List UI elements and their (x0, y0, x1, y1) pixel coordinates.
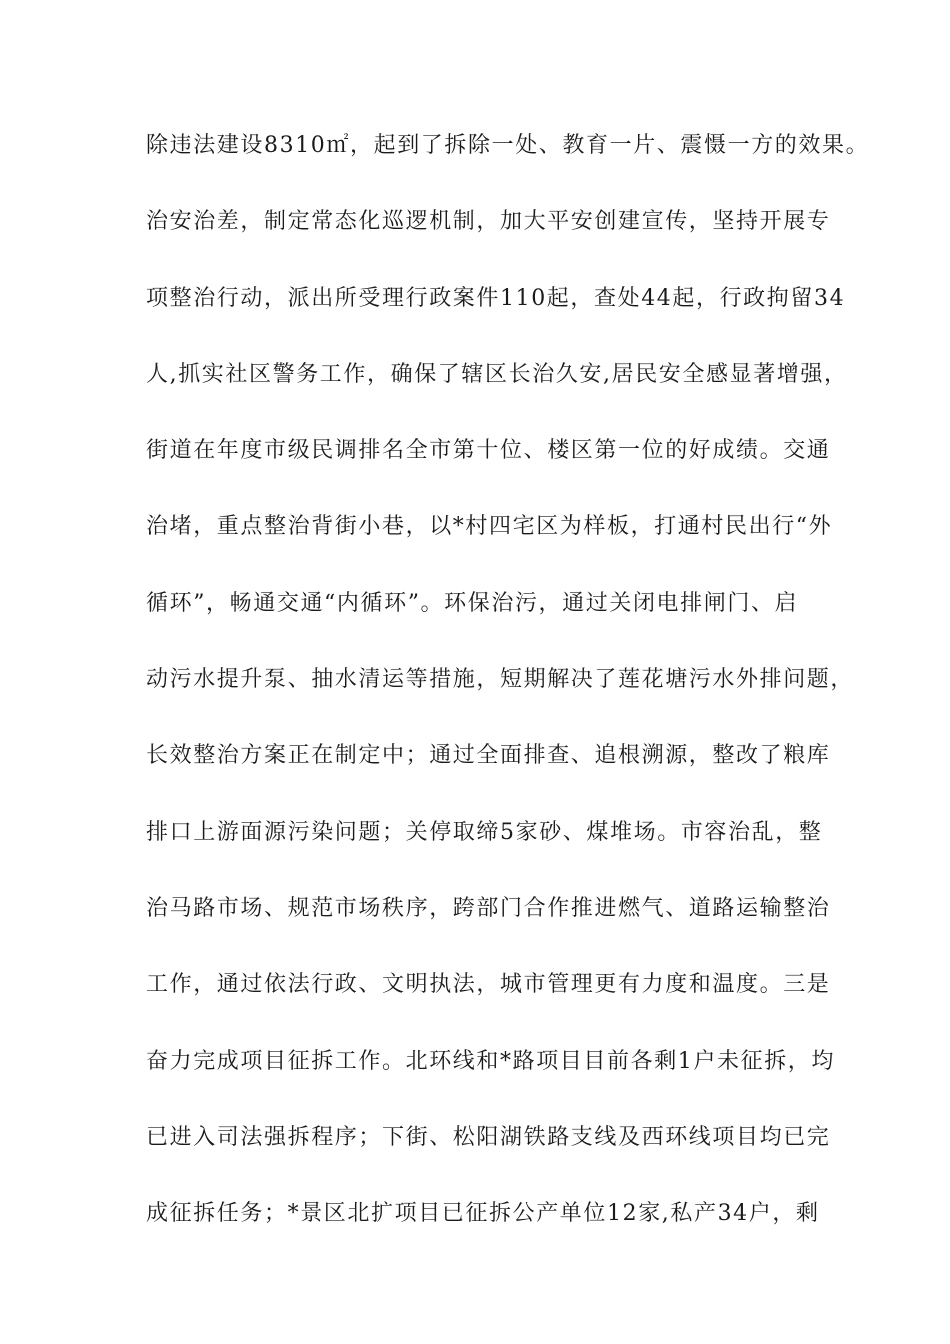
text-line: 治安治差，制定常态化巡逻机制，加大平安创建宣传，坚持开展专 (146, 209, 831, 235)
text-line: 人,抓实社区警务工作，确保了辖区长治久安,居民安全感显著增强， (146, 361, 848, 387)
text-line: 除违法建设8310㎡，起到了拆除一处、教育一片、震慑一方的效果。 (146, 133, 870, 158)
text-line: 排口上游面源污染问题；关停取缔5家砂、煤堆场。市容治乱，整 (146, 819, 823, 845)
text-line: 已进入司法强拆程序；下街、松阳湖铁路支线及西环线项目均已完 (146, 1124, 831, 1150)
text-line: 治堵，重点整治背街小巷，以*村四宅区为样板，打通村民出行“外 (146, 514, 833, 540)
text-line: 治马路市场、规范市场秩序，跨部门合作推进燃气、道路运输整治 (146, 895, 831, 921)
body-text (146, 128, 870, 1272)
text-line: 循环”，畅通交通“内循环”。环保治污，通过关闭电排闸门、启 (146, 590, 799, 616)
text-line: 工作，通过依法行政、文明执法，城市管理更有力度和温度。三是 (146, 972, 831, 998)
text-line: 项整治行动，派出所受理行政案件110起，查处44起，行政拘留34 (146, 285, 846, 311)
text-line: 成征拆任务；*景区北扩项目已征拆公产单位12家,私产34户，剩 (146, 1201, 820, 1227)
text-line: 动污水提升泵、抽水清运等措施，短期解决了莲花塘污水外排问题， (146, 667, 855, 693)
text-line: 街道在年度市级民调排名全市第十位、楼区第一位的好成绩。交通 (146, 438, 831, 464)
text-line: 长效整治方案正在制定中；通过全面排查、追根溯源，整改了粮库 (146, 743, 831, 769)
text-line: 奋力完成项目征拆工作。北环线和*路项目目前各剩1户未征拆，均 (146, 1048, 835, 1074)
